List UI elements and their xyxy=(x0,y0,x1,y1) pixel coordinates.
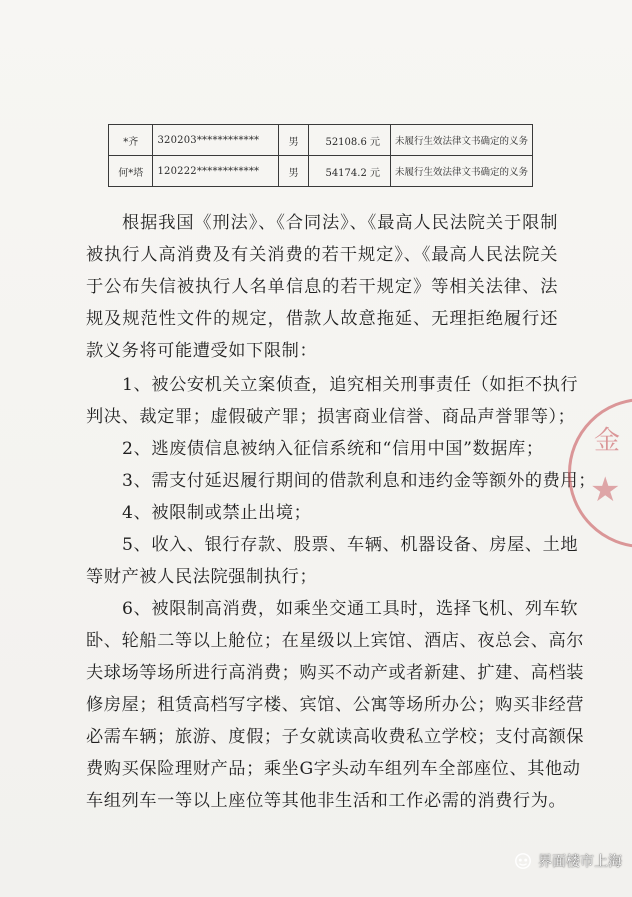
debtor-amount: 54174.2 元 xyxy=(309,156,391,187)
debtor-name: 何*塔 xyxy=(109,156,153,187)
restriction-6-line-1: 6、被限制高消费，如乘坐交通工具时，选择飞机、列车软 xyxy=(122,599,579,619)
debtor-reason: 未履行生效法律文书确定的义务 xyxy=(390,156,532,187)
restriction-5-line-2: 等财产被人民法院强制执行； xyxy=(86,567,318,587)
restriction-1-line-1: 1、被公安机关立案侦查，追究相关刑事责任（如拒不执行 xyxy=(122,375,579,395)
seal-character: 金 xyxy=(594,426,621,456)
restriction-6-line-5: 必需车辆；旅游、度假；子女就读高收费私立学校；支付高额保 xyxy=(86,727,585,747)
debtor-table xyxy=(108,124,533,187)
restriction-6-line-7: 车组列车一等以上座位等其他非生活和工作必需的消费行为。 xyxy=(86,791,567,811)
debtor-id-number: 320203************ xyxy=(153,125,279,156)
restriction-1-line-2: 判决、裁定罪；虚假破产罪；损害商业信誉、商品声誉罪等）； xyxy=(86,407,576,427)
wechat-channel-icon xyxy=(514,852,532,870)
restriction-6-line-2: 卧、轮船二等以上舱位；在星级以上宾馆、酒店、夜总会、高尔 xyxy=(86,631,585,651)
table-row xyxy=(109,156,533,187)
restriction-3: 3、需支付延迟履行期间的借款利息和违约金等额外的费用； xyxy=(122,471,597,491)
restriction-6-line-4: 修房屋；租赁高档写字楼、宾馆、公寓等场所办公；购买非经营 xyxy=(86,695,585,715)
watermark xyxy=(514,851,622,871)
restriction-5-line-1: 5、收入、银行存款、股票、车辆、机器设备、房屋、土地 xyxy=(122,535,579,555)
intro-paragraph: 根据我国《刑法》、《合同法》、《最高人民法院关于限制被执行人高消费及有关消费的若干规定》、《最高人民法院关于公布失信被执行人名单信息的若干规定》等相关法律、法规及规范性文件的规定，借款人故意拖延、无理拒绝履行还款义务将可能遭受如下限制： xyxy=(86,213,558,361)
watermark-text: 界面楼市上海 xyxy=(538,854,622,870)
restriction-4: 4、被限制或禁止出境； xyxy=(122,503,312,523)
table-row xyxy=(109,125,533,156)
debtor-sex: 男 xyxy=(279,156,309,187)
debtor-sex: 男 xyxy=(279,125,309,156)
restriction-6-line-6: 费购买保险理财产品；乘坐G字头动车组列车全部座位、其他动 xyxy=(86,759,581,779)
restriction-2: 2、逃废债信息被纳入征信系统和“信用中国”数据库； xyxy=(122,439,544,459)
seal-star-icon: ★ xyxy=(590,470,621,510)
debtor-name: *齐 xyxy=(109,125,153,156)
restriction-6-line-3: 夫球场等场所进行高消费；购买不动产或者新建、扩建、高档装 xyxy=(86,663,585,683)
debtor-id-number: 120222************ xyxy=(153,156,279,187)
debtor-reason: 未履行生效法律文书确定的义务 xyxy=(390,125,532,156)
debtor-amount: 52108.6 元 xyxy=(309,125,391,156)
